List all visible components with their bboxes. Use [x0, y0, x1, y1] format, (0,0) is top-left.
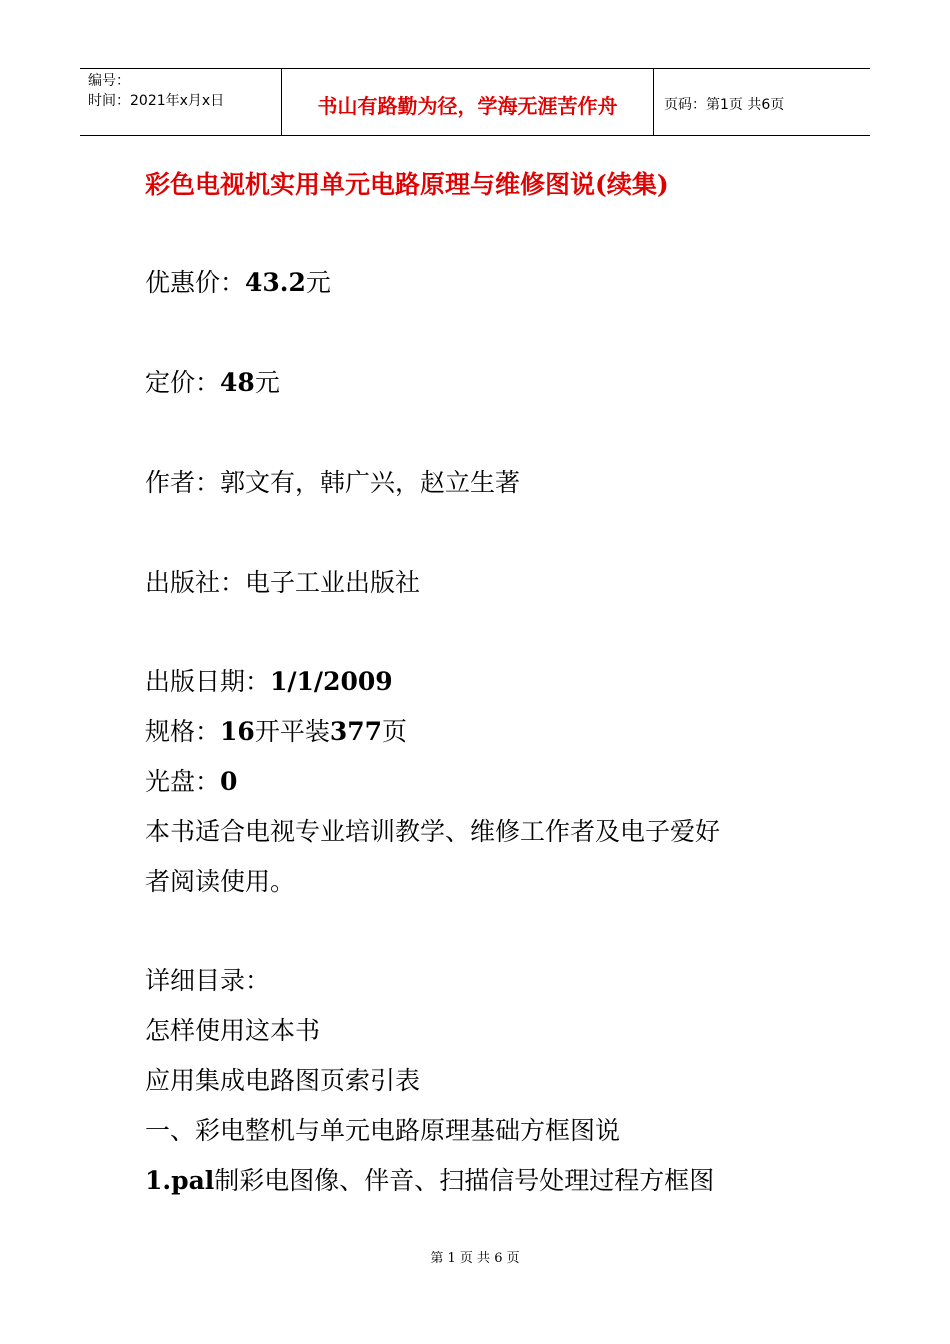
number-label: 编号：	[88, 73, 130, 89]
price-unit: 元	[254, 368, 280, 397]
discount-value: 43.2	[245, 268, 306, 297]
time-label: 时间：2021年x月x日	[88, 93, 225, 109]
toc-item: 一、彩电整机与单元电路原理基础方框图说	[145, 1116, 621, 1145]
price-label: 定价：	[145, 368, 221, 397]
header-meta	[80, 69, 282, 135]
discount-unit: 元	[305, 268, 331, 297]
spec-line	[145, 715, 407, 749]
document-title: 彩色电视机实用单元电路原理与维修图说(续集)	[145, 170, 669, 199]
publish-date	[145, 665, 393, 699]
spec-unit: 页	[382, 717, 408, 746]
disc-label: 光盘：	[145, 767, 221, 796]
audience-line-2: 者阅读使用。	[145, 867, 296, 896]
date-label: 出版日期：	[145, 667, 271, 696]
spec-value-format: 16	[220, 717, 255, 746]
spec-label: 规格：	[145, 717, 221, 746]
disc-line	[145, 765, 237, 799]
publisher-line: 出版社：电子工业出版社	[145, 568, 421, 597]
toc-item	[145, 1164, 714, 1198]
toc-item-text: 制彩电图像、伴音、扫描信号处理过程方框图	[214, 1166, 715, 1195]
header-page-info: 页码：第1页 共6页	[664, 97, 785, 113]
date-value: 1/1/2009	[270, 667, 393, 696]
author-line: 作者：郭文有，韩广兴，赵立生著	[145, 468, 521, 497]
toc-heading: 详细目录：	[145, 966, 271, 995]
spec-mid: 开平装	[254, 717, 330, 746]
page-header	[80, 68, 870, 136]
page-footer: 第 1 页 共 6 页	[430, 1251, 520, 1266]
discount-price	[145, 266, 331, 300]
discount-label: 优惠价：	[145, 268, 246, 297]
audience-line-1: 本书适合电视专业培训教学、维修工作者及电子爱好	[145, 817, 721, 846]
header-motto: 书山有路勤为径，学海无涯苦作舟	[282, 69, 654, 135]
list-price	[145, 366, 280, 400]
toc-item-prefix: 1.pal	[145, 1166, 215, 1195]
toc-item: 怎样使用这本书	[145, 1016, 321, 1045]
disc-value: 0	[220, 767, 238, 796]
spec-value-pages: 377	[329, 717, 383, 746]
toc-item: 应用集成电路图页索引表	[145, 1066, 421, 1095]
price-value: 48	[220, 368, 255, 397]
